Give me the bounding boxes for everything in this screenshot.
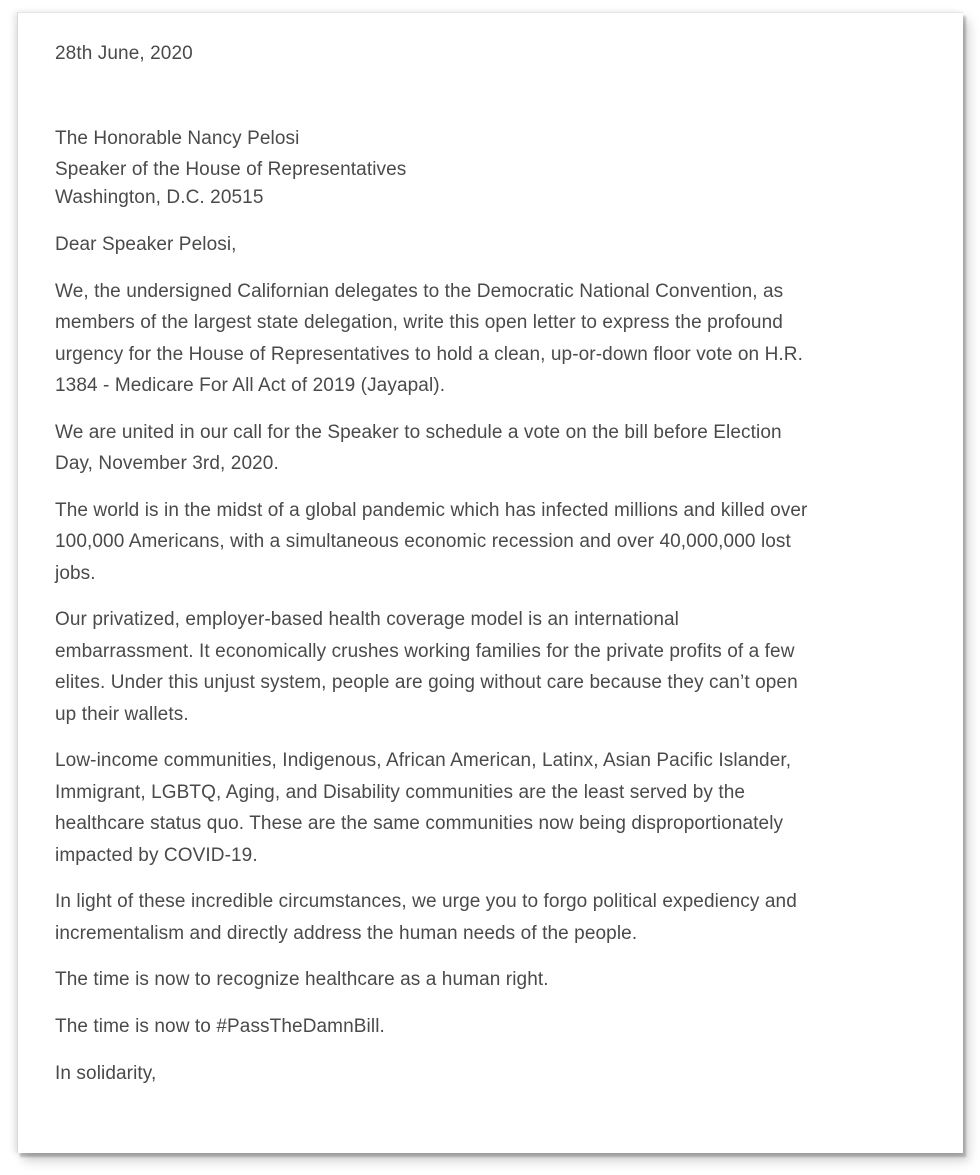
body-paragraph: [55, 964, 925, 996]
paragraph-line: We are united in our call for the Speaker to schedule a vote on the bill before Election: [55, 421, 782, 443]
recipient-title: Speaker of the House of Representatives: [55, 159, 407, 180]
paragraph-line: The time is now to #PassTheDamnBill.: [55, 1015, 385, 1037]
salutation: Dear Speaker Pelosi,: [55, 234, 237, 255]
paragraph-line: up their wallets.: [55, 703, 189, 725]
letter-content: [55, 38, 925, 1090]
body-paragraph: [55, 276, 925, 402]
paragraph-line: impacted by COVID-19.: [55, 844, 258, 866]
paragraph-line: Low-income communities, Indigenous, African American, Latinx, Asian Pacific Islander,: [55, 750, 792, 771]
closing: In solidarity,: [55, 1063, 157, 1084]
paragraph-line: healthcare status quo. These are the same communities now being disproportionately: [55, 813, 784, 834]
paragraph-line: urgency for the House of Representatives to hold a clean, up-or-down floor vote on H.R.: [55, 343, 803, 365]
recipient-address: Washington, D.C. 20515: [55, 187, 264, 208]
paragraph-line: The world is in the midst of a global pandemic which has infected millions and killed over: [55, 499, 808, 521]
paragraph-line: 100,000 Americans, with a simultaneous economic recession and over 40,000,000 lost: [55, 531, 791, 552]
paragraph-line: elites. Under this unjust system, people are going without care because they can’t open: [55, 672, 798, 693]
paragraph-line: We, the undersigned Californian delegates to the Democratic National Convention, as: [55, 280, 784, 302]
paragraph-line: Immigrant, LGBTQ, Aging, and Disability communities are the least served by the: [55, 781, 746, 803]
recipient-block: [55, 123, 925, 213]
paragraph-line: embarrassment. It economically crushes working families for the private profits of a few: [55, 640, 795, 662]
recipient-name: The Honorable Nancy Pelosi: [55, 128, 300, 149]
paragraph-line: incrementalism and directly address the human needs of the people.: [55, 922, 638, 944]
body-paragraph: [55, 495, 925, 590]
letter-page: [17, 12, 963, 1153]
paragraph-line: 1384 - Medicare For All Act of 2019 (Jayapal).: [55, 375, 446, 396]
paragraph-line: The time is now to recognize healthcare as a human right.: [55, 969, 549, 990]
paragraph-line: Our privatized, employer-based health coverage model is an international: [55, 609, 679, 630]
body-paragraph: [55, 886, 925, 949]
letter-body: [55, 276, 925, 1043]
paragraph-line: Day, November 3rd, 2020.: [55, 453, 279, 474]
body-paragraph: [55, 745, 925, 871]
paragraph-line: In light of these incredible circumstances, we urge you to forgo political expediency and: [55, 891, 797, 912]
paragraph-line: jobs.: [55, 562, 96, 584]
body-paragraph: [55, 1011, 925, 1043]
body-paragraph: [55, 417, 925, 480]
letter-date: 28th June, 2020: [55, 43, 193, 64]
paragraph-line: members of the largest state delegation, write this open letter to express the profound: [55, 312, 783, 333]
body-paragraph: [55, 604, 925, 730]
